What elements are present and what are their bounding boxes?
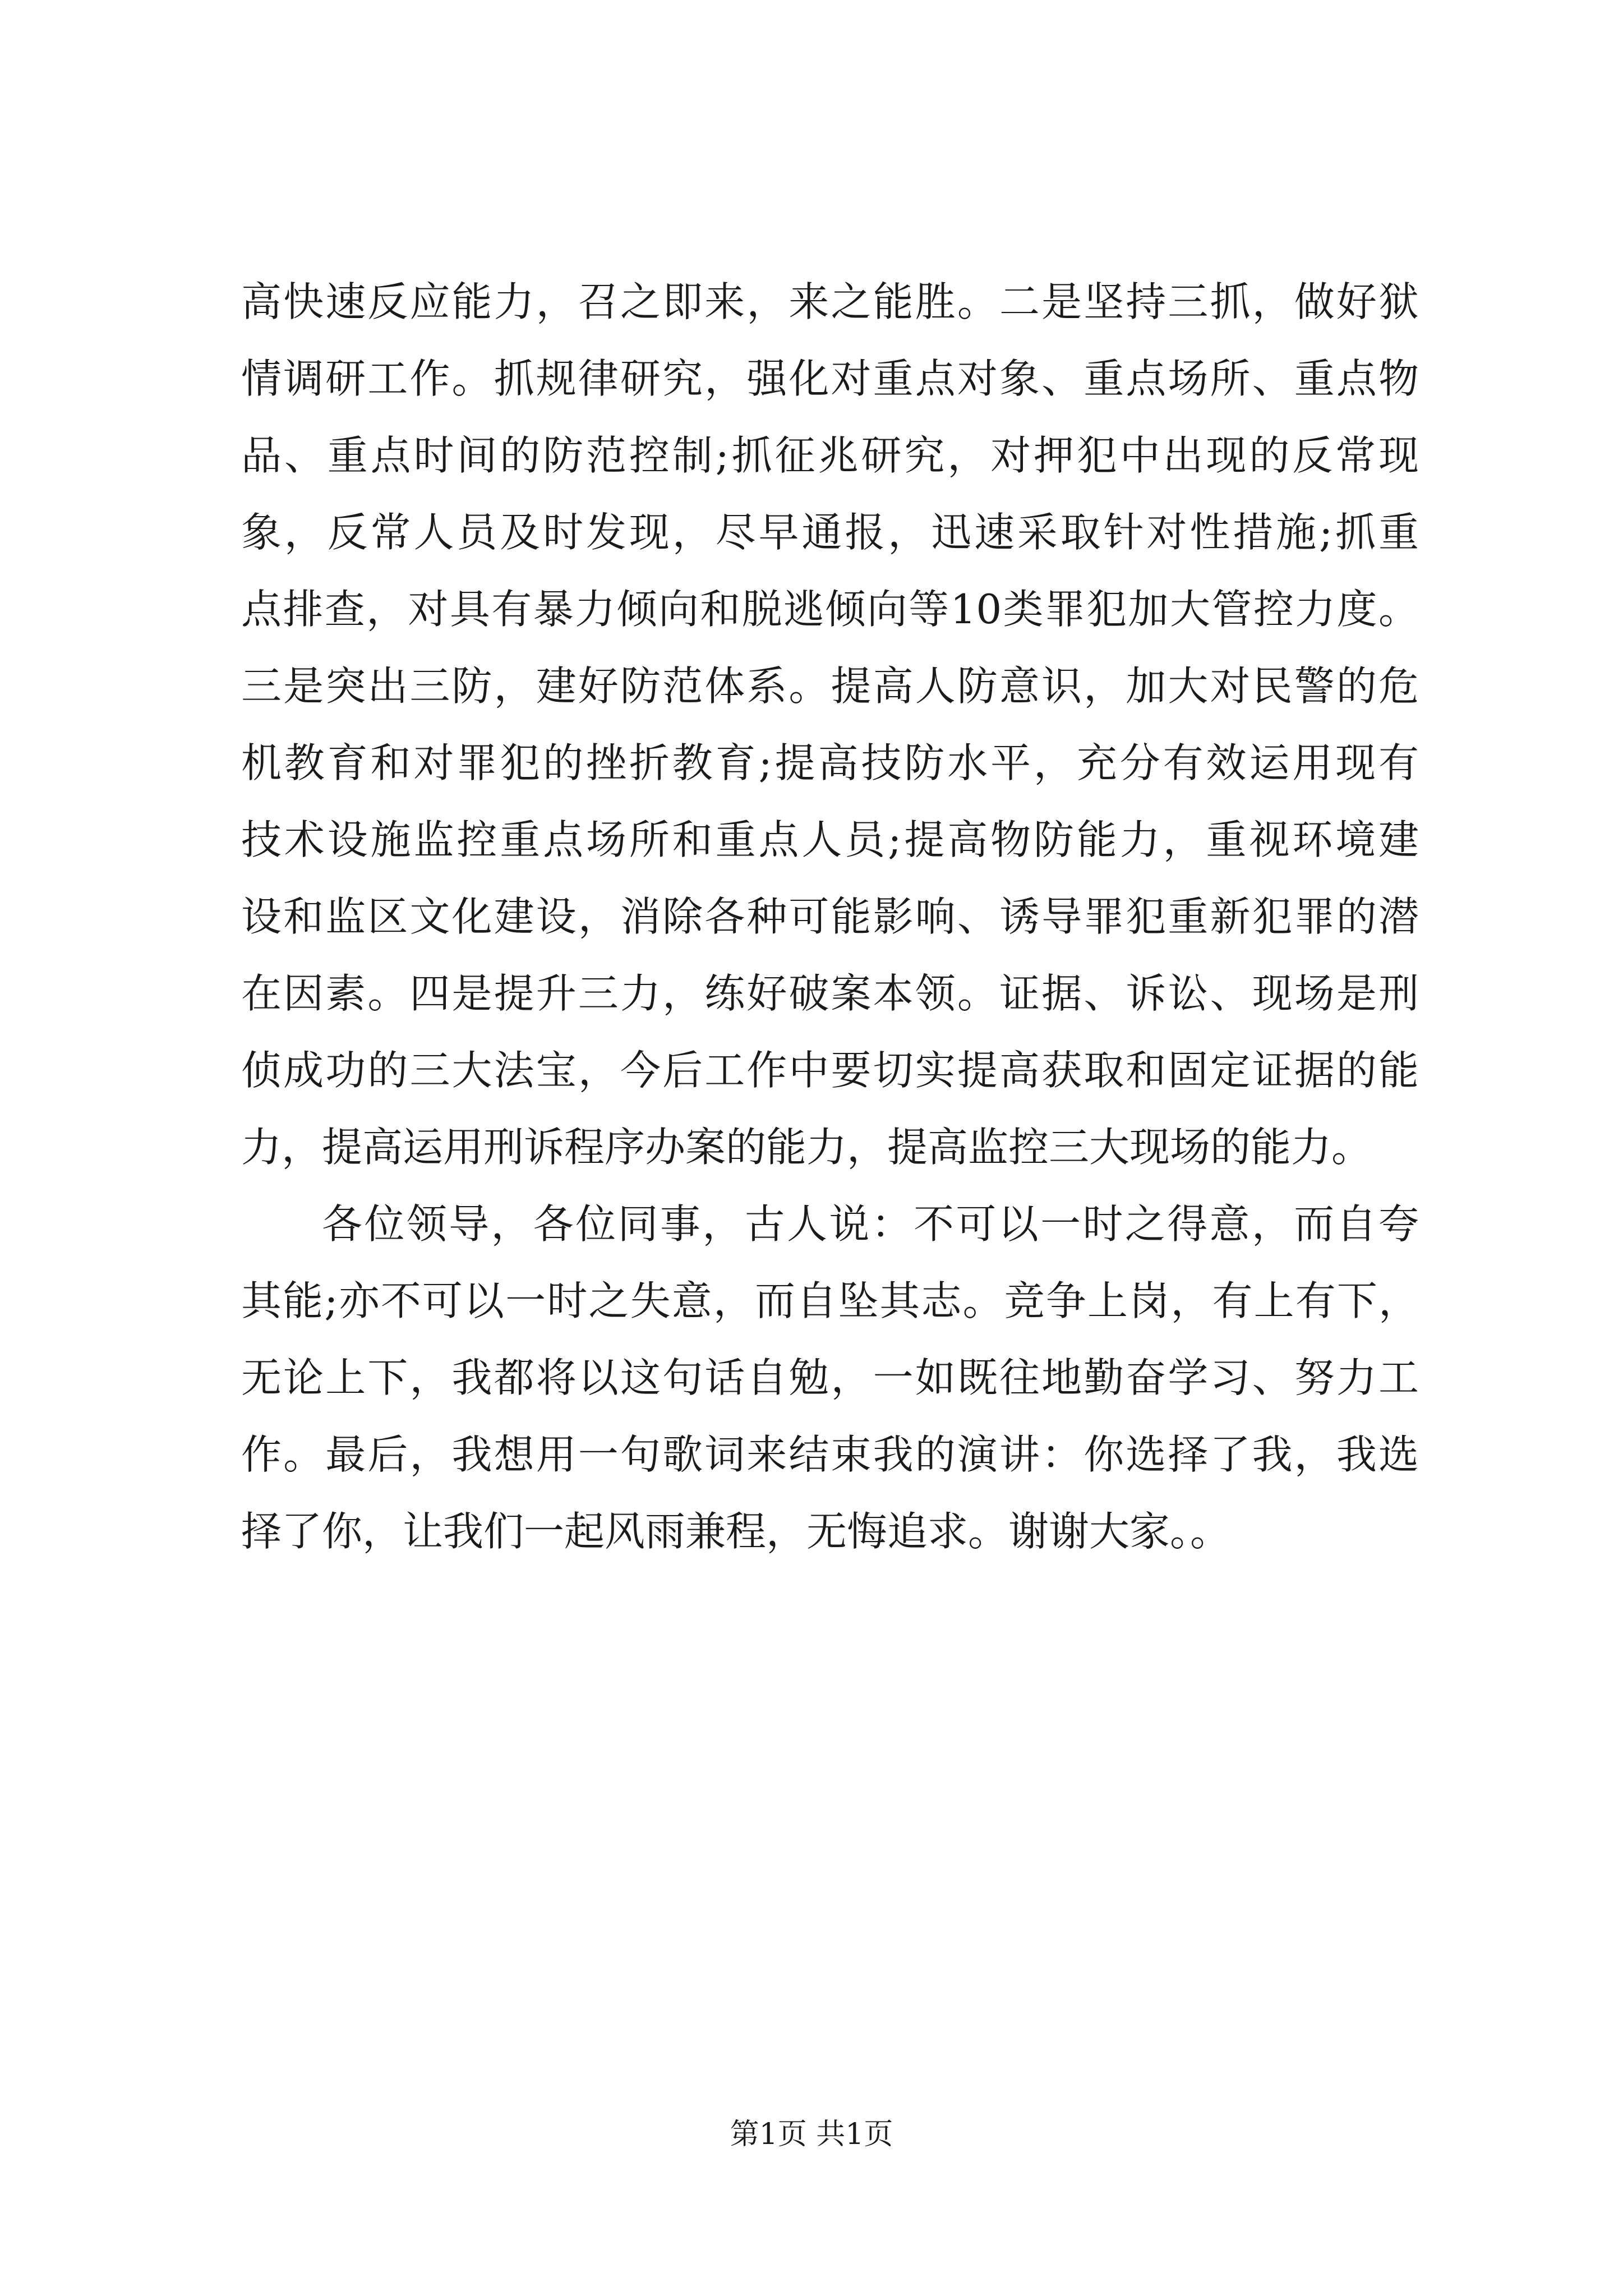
paragraph-line: 各位领导，各位同事，古人说：不可以一时之得意，而自夸: [322, 1200, 1419, 1248]
paragraph-line: 品、重点时间的防范控制;抓征兆研究，对押犯中出现的反常现: [241, 432, 1419, 479]
paragraph-1: [241, 264, 1419, 1186]
document-body: [241, 264, 1419, 1570]
paragraph-line: 设和监区文化建设，消除各种可能影响、诱导罪犯重新犯罪的潜: [241, 893, 1419, 940]
paragraph-line: 情调研工作。抓规律研究，强化对重点对象、重点场所、重点物: [241, 355, 1419, 402]
paragraph-line: 点排查，对具有暴力倾向和脱逃倾向等10类罪犯加大管控力度。: [241, 586, 1419, 633]
paragraph-line: 择了你，让我们一起风雨兼程，无悔追求。谢谢大家。。: [241, 1508, 1231, 1555]
paragraph-line: 无论上下，我都将以这句话自勉，一如既往地勤奋学习、努力工: [241, 1354, 1419, 1401]
paragraph-2: [241, 1186, 1419, 1570]
paragraph-line: 在因素。四是提升三力，练好破案本领。证据、诉讼、现场是刑: [241, 970, 1419, 1017]
page-footer: [0, 2118, 1623, 2151]
paragraph-line: 侦成功的三大法宝，今后工作中要切实提高获取和固定证据的能: [241, 1047, 1419, 1094]
paragraph-line: 其能;亦不可以一时之失意，而自坠其志。竞争上岗，有上有下，: [241, 1277, 1419, 1324]
paragraph-line: 机教育和对罪犯的挫折教育;提高技防水平，充分有效运用现有: [241, 739, 1419, 786]
paragraph-line: 象，反常人员及时发现，尽早通报，迅速采取针对性措施;抓重: [241, 509, 1419, 556]
paragraph-line: 作。最后，我想用一句歌词来结束我的演讲：你选择了我，我选: [241, 1431, 1419, 1478]
page-number-label: 第1页 共1页: [730, 2118, 893, 2151]
paragraph-line: 力，提高运用刑诉程序办案的能力，提高监控三大现场的能力。: [241, 1124, 1372, 1171]
paragraph-line: 技术设施监控重点场所和重点人员;提高物防能力，重视环境建: [241, 816, 1419, 863]
paragraph-line: 三是突出三防，建好防范体系。提高人防意识，加大对民警的危: [241, 662, 1419, 710]
paragraph-line: 高快速反应能力，召之即来，来之能胜。二是坚持三抓，做好狱: [241, 278, 1419, 325]
